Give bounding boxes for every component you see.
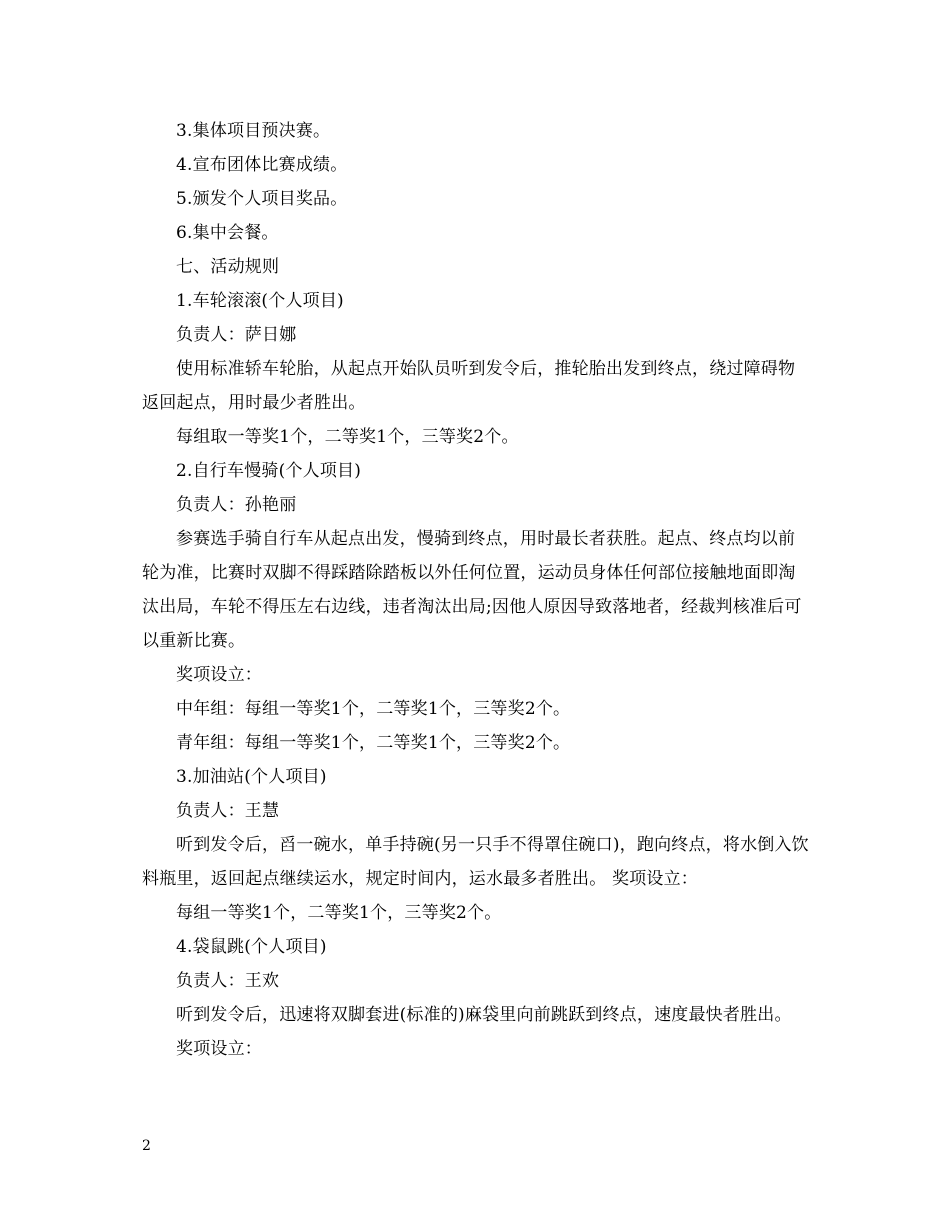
responsible-person: 负责人：孙艳丽 bbox=[176, 495, 297, 515]
responsible-person: 负责人：萨日娜 bbox=[176, 325, 297, 345]
paragraph: 听到发令后，迅速将双脚套进(标准的)麻袋里向前跳跃到终点，速度最快者胜出。 bbox=[176, 1005, 792, 1025]
paragraph: 5.颁发个人项目奖品。 bbox=[176, 189, 348, 209]
paragraph: 奖项设立： bbox=[176, 665, 262, 685]
paragraph: 参赛选手骑自行车从起点出发，慢骑到终点，用时最长者获胜。起点、终点均以前轮为准，比赛时双脚不得踩踏除踏板以外任何位置，运动员身体任何部位接触地面即淘汰出局，车轮不得压左右边线，违者淘汰出局;因他人原因导致落地者，经裁判核准后可以重新比赛。 bbox=[142, 529, 802, 651]
paragraph: 听到发令后，舀一碗水，单手持碗(另一只手不得罩住碗口)，跑向终点，将水倒入饮料瓶里，返回起点继续运水，规定时间内，运水最多者胜出。 奖项设立： bbox=[142, 835, 809, 889]
paragraph: 奖项设立： bbox=[176, 1039, 262, 1059]
paragraph: 6.集中会餐。 bbox=[176, 223, 279, 243]
page-number: 2 bbox=[142, 1138, 151, 1154]
paragraph: 青年组：每组一等奖1个，二等奖1个，三等奖2个。 bbox=[176, 733, 571, 753]
item-heading: 3.加油站(个人项目) bbox=[176, 767, 327, 787]
responsible-person: 负责人：王慧 bbox=[176, 801, 280, 821]
responsible-person: 负责人：王欢 bbox=[176, 971, 280, 991]
item-heading: 1.车轮滚滚(个人项目) bbox=[176, 291, 344, 311]
item-heading: 2.自行车慢骑(个人项目) bbox=[176, 461, 362, 481]
paragraph: 使用标准轿车轮胎，从起点开始队员听到发令后，推轮胎出发到终点，绕过障碍物返回起点，用时最少者胜出。 bbox=[142, 359, 796, 413]
item-heading: 4.袋鼠跳(个人项目) bbox=[176, 937, 327, 957]
section-heading: 七、活动规则 bbox=[176, 257, 280, 277]
paragraph: 每组取一等奖1个，二等奖1个，三等奖2个。 bbox=[176, 427, 519, 447]
paragraph: 中年组：每组一等奖1个，二等奖1个，三等奖2个。 bbox=[176, 699, 571, 719]
paragraph: 4.宣布团体比赛成绩。 bbox=[176, 155, 348, 175]
document-body bbox=[142, 114, 812, 1066]
paragraph: 3.集体项目预决赛。 bbox=[176, 121, 331, 141]
paragraph: 每组一等奖1个，二等奖1个，三等奖2个。 bbox=[176, 903, 502, 923]
